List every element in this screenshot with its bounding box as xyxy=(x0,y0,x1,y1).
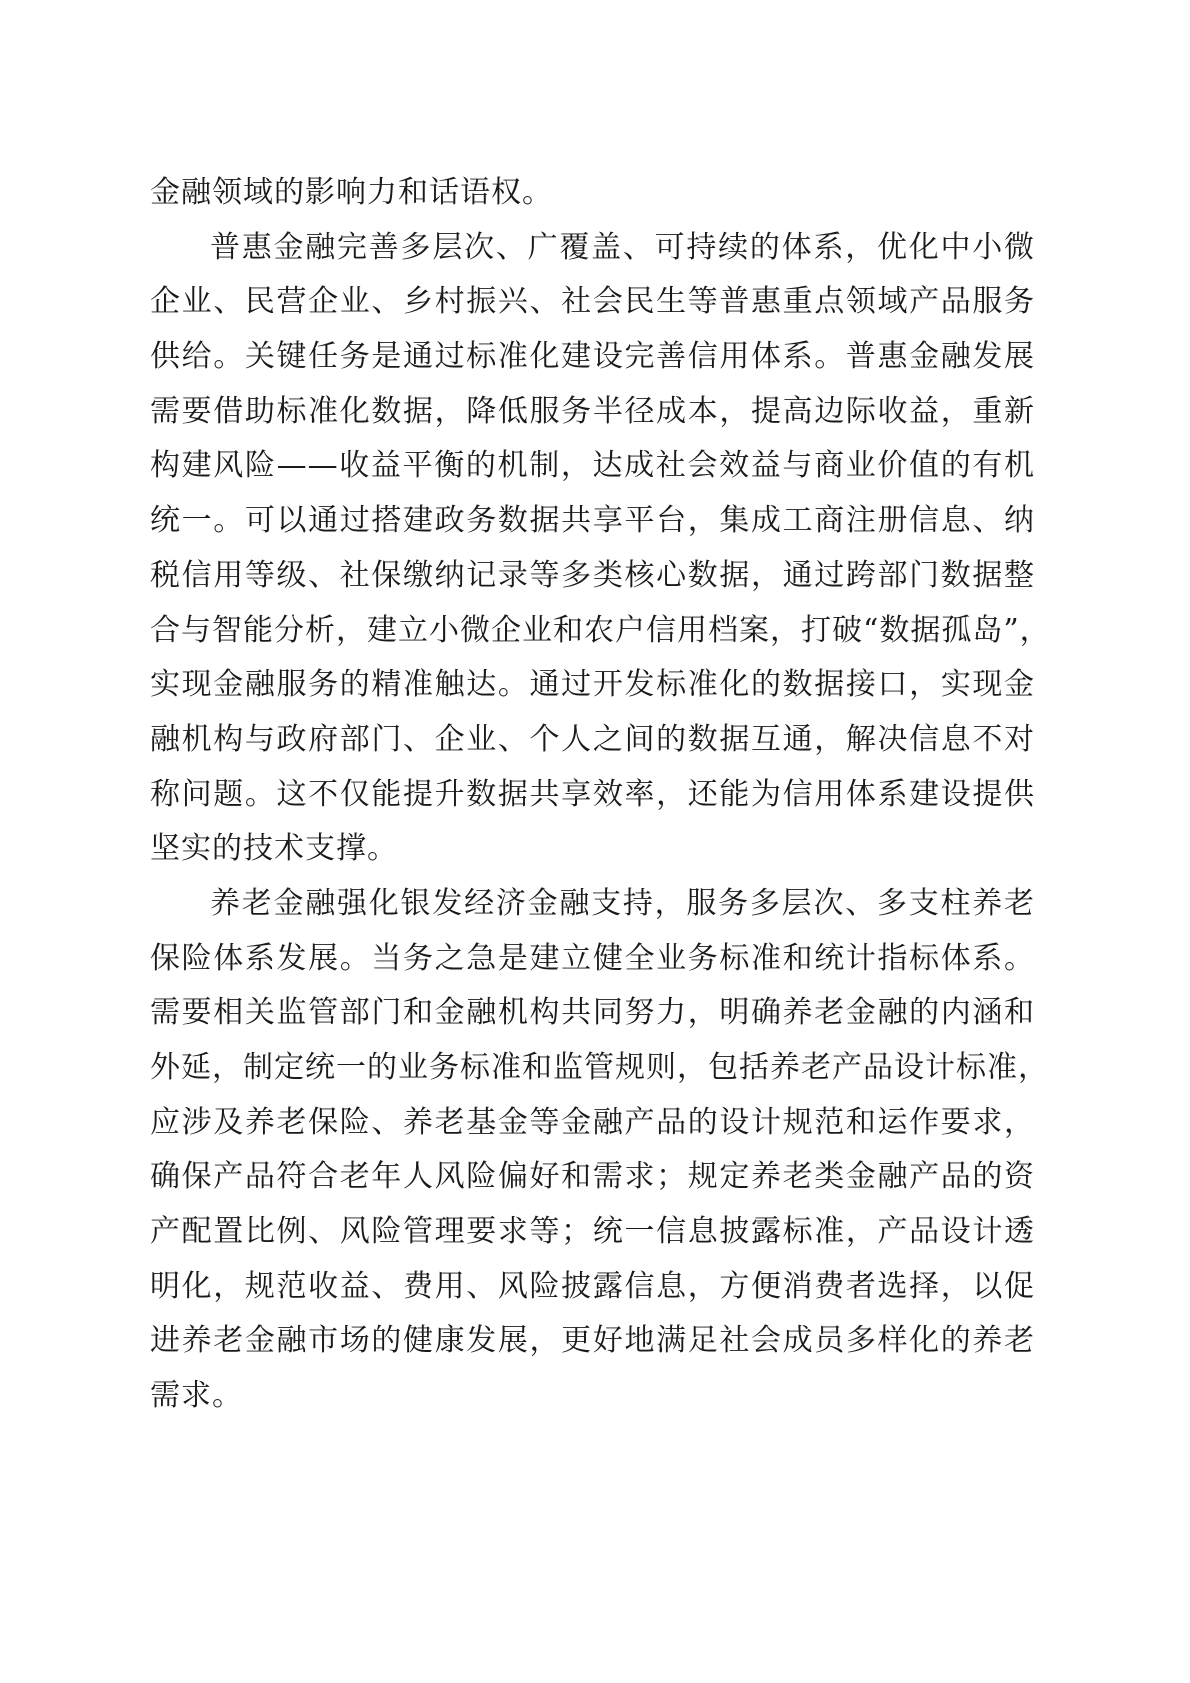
paragraph-2-line-8: 合与智能分析，建立小微企业和农户信用档案，打破“数据孤岛”， xyxy=(150,612,1051,648)
paragraph-2-line-3: 供给。关键任务是通过标准化建设完善信用体系。普惠金融发展 xyxy=(150,339,1035,375)
document-body xyxy=(150,166,1051,1424)
paragraph-2-line-4: 需要借助标准化数据，降低服务半径成本，提高边际收益，重新 xyxy=(150,393,1035,429)
paragraph-2-line-11: 称问题。这不仅能提升数据共享效率，还能为信用体系建设提供 xyxy=(150,776,1035,812)
paragraph-3-line-2: 保险体系发展。当务之急是建立健全业务标准和统计指标体系。 xyxy=(150,940,1035,976)
paragraph-3-line-7: 产配置比例、风险管理要求等；统一信息披露标准，产品设计透 xyxy=(150,1214,1035,1250)
paragraph-3-line-9: 进养老金融市场的健康发展，更好地满足社会成员多样化的养老 xyxy=(150,1323,1035,1359)
paragraph-2-line-12: 坚实的技术支撑。 xyxy=(150,831,398,867)
paragraph-3-line-10: 需求。 xyxy=(150,1378,243,1414)
paragraph-3-line-5: 应涉及养老保险、养老基金等金融产品的设计规范和运作要求， xyxy=(150,1104,1035,1140)
paragraph-1-line-1: 金融领域的影响力和话语权。 xyxy=(150,175,553,210)
paragraph-3-line-3: 需要相关监管部门和金融机构共同努力，明确养老金融的内涵和 xyxy=(150,995,1035,1031)
paragraph-2-line-7: 税信用等级、社保缴纳记录等多类核心数据，通过跨部门数据整 xyxy=(150,557,1035,593)
paragraph-2-line-2: 企业、民营企业、乡村振兴、社会民生等普惠重点领域产品服务 xyxy=(150,284,1035,320)
paragraph-2-line-1: 普惠金融完善多层次、广覆盖、可持续的体系，优化中小微 xyxy=(210,229,1035,265)
paragraph-2-line-6: 统一。可以通过搭建政务数据共享平台，集成工商注册信息、纳 xyxy=(150,503,1035,539)
paragraph-2-line-5: 构建风险——收益平衡的机制，达成社会效益与商业价值的有机 xyxy=(150,448,1035,484)
paragraph-3-line-4: 外延，制定统一的业务标准和监管规则，包括养老产品设计标准， xyxy=(150,1050,1049,1085)
paragraph-3-line-1: 养老金融强化银发经济金融支持，服务多层次、多支柱养老 xyxy=(210,885,1035,921)
paragraph-3-line-8: 明化，规范收益、费用、风险披露信息，方便消费者选择，以促 xyxy=(150,1268,1035,1304)
paragraph-2-line-10: 融机构与政府部门、企业、个人之间的数据互通，解决信息不对 xyxy=(150,721,1035,757)
paragraph-3-line-6: 确保产品符合老年人风险偏好和需求；规定养老类金融产品的资 xyxy=(150,1159,1035,1195)
paragraph-2-line-9: 实现金融服务的精准触达。通过开发标准化的数据接口，实现金 xyxy=(150,667,1035,703)
